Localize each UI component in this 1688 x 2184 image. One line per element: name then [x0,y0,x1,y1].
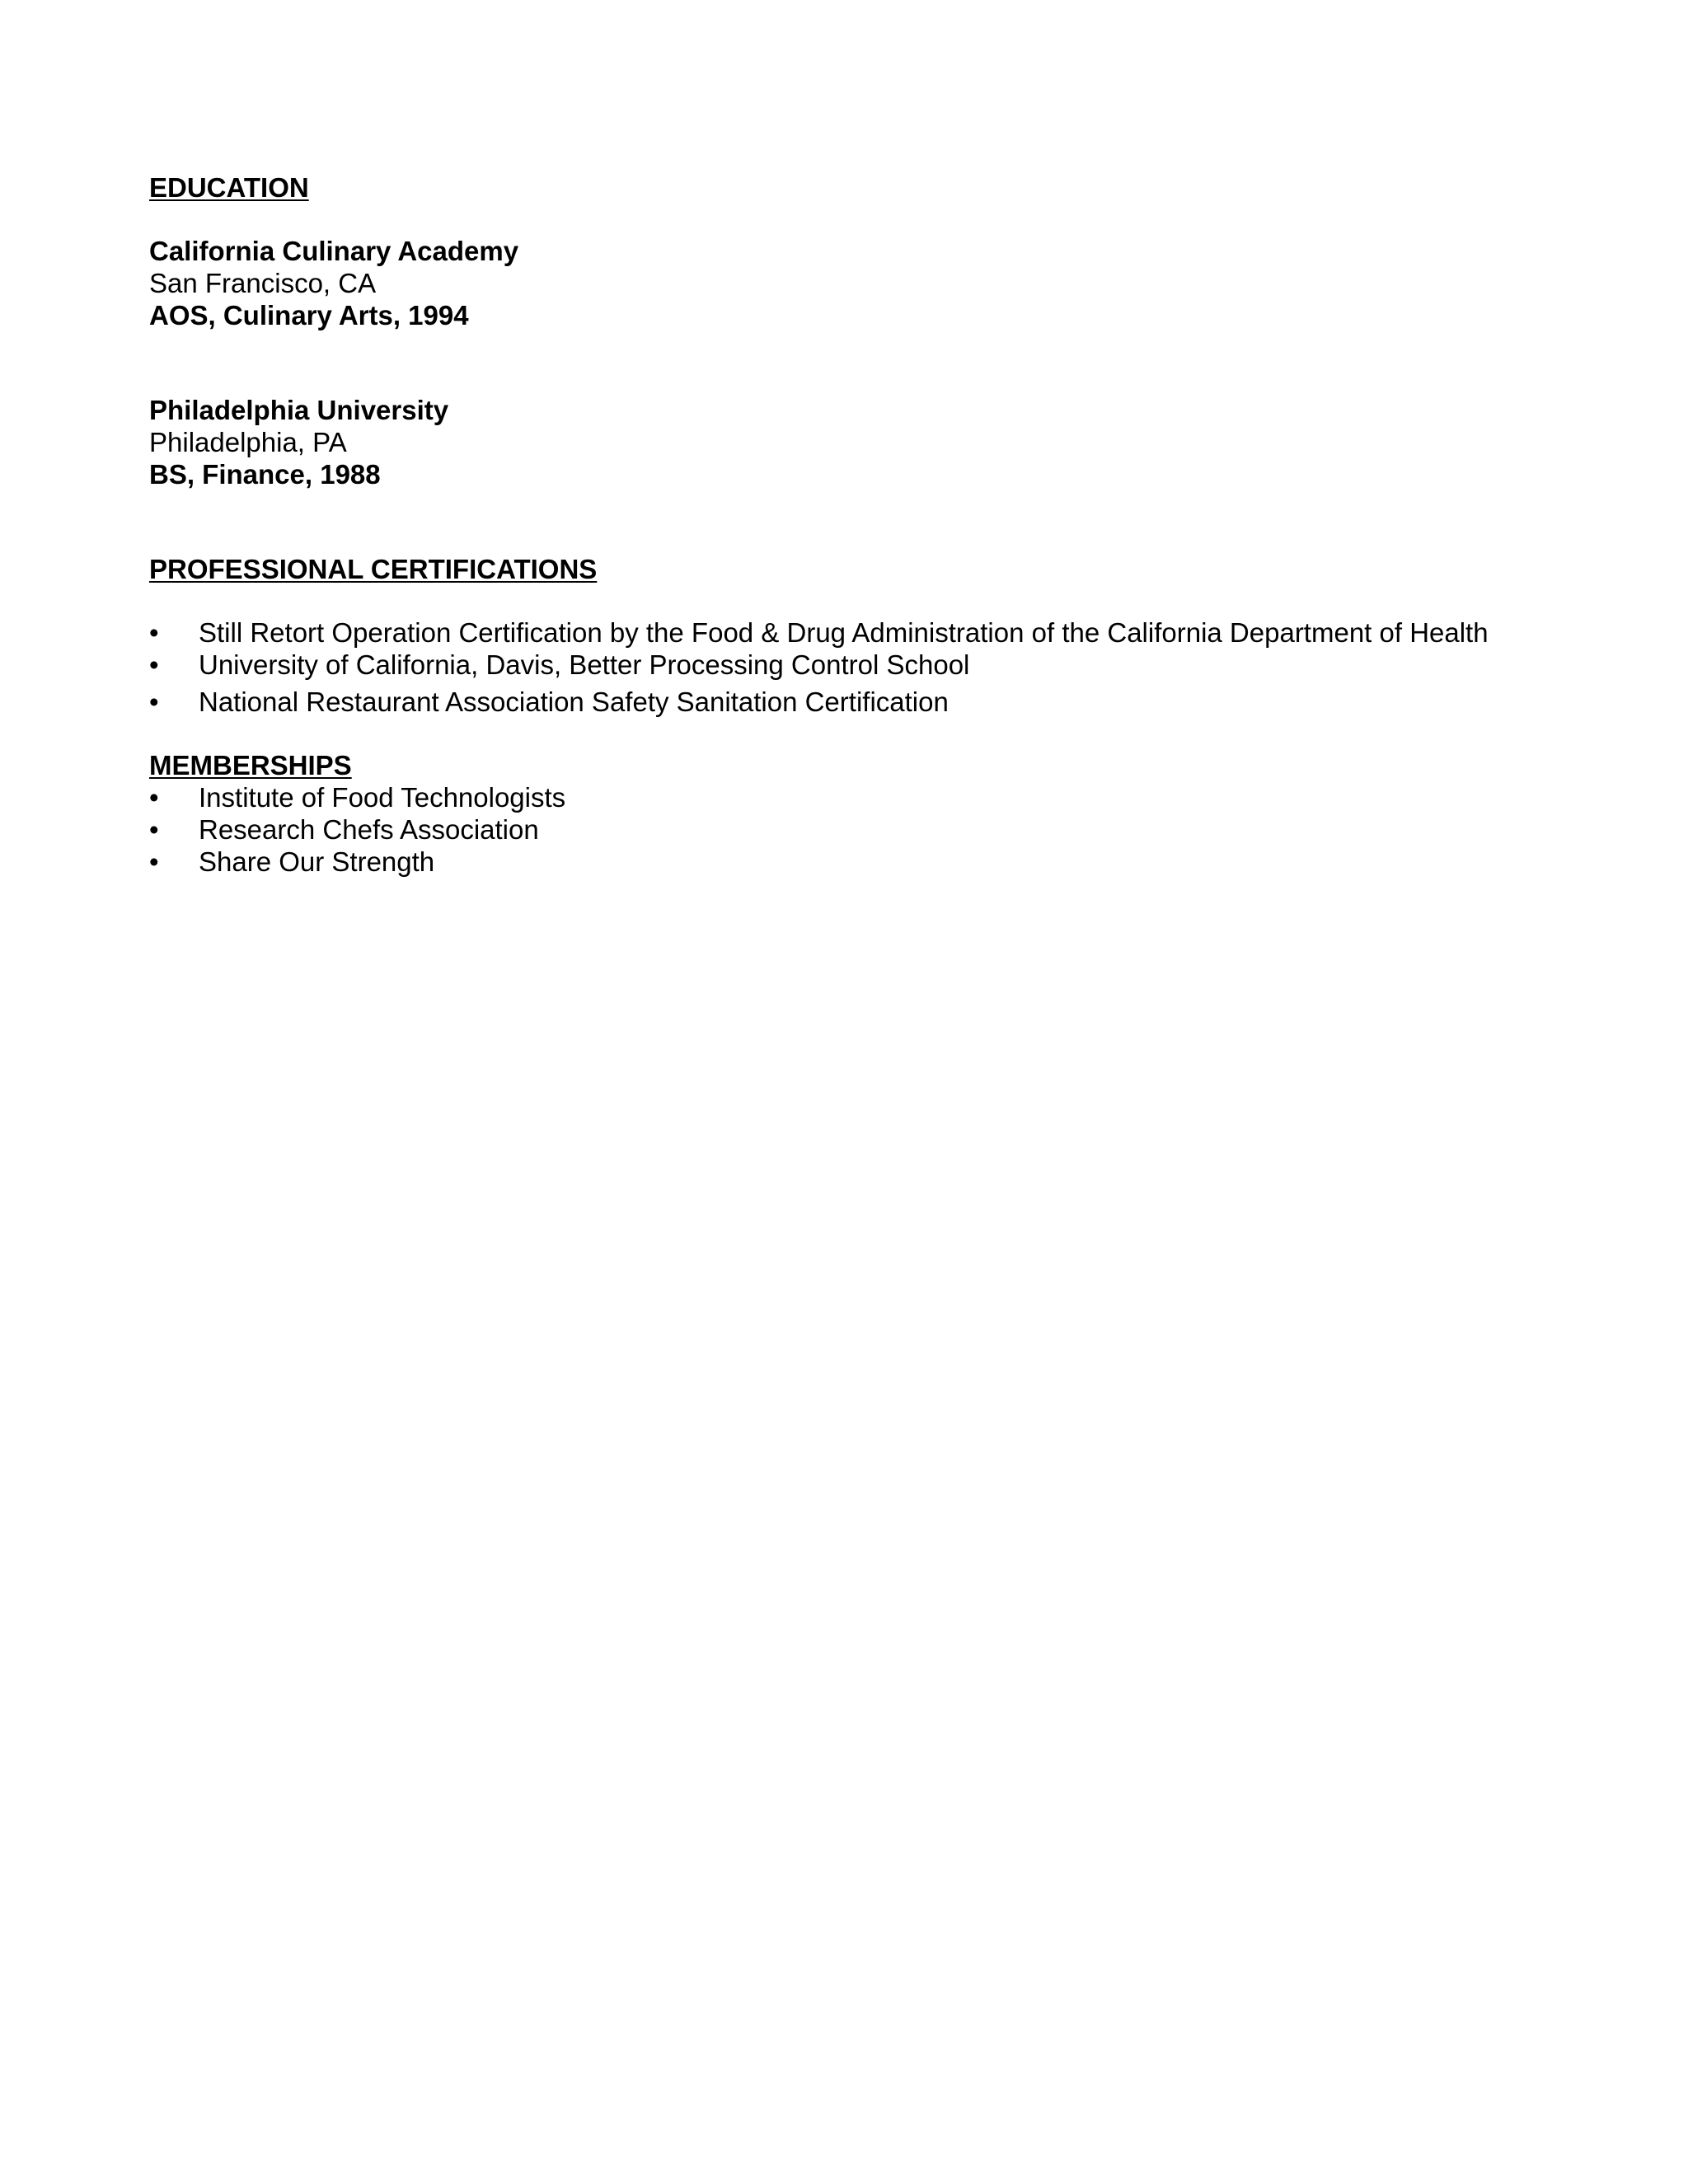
school-entry [149,235,1550,331]
bullet-icon: • [149,649,159,680]
membership-text: Share Our Strength [199,846,435,877]
list-item [149,846,1550,878]
certifications-section [149,553,1550,718]
memberships-heading: MEMBERSHIPS [149,750,352,780]
memberships-list [149,781,1550,878]
memberships-section [149,749,1550,878]
school-entry [149,394,1550,490]
school-name: Philadelphia University [149,395,449,425]
list-item [149,686,1550,718]
bullet-icon: • [149,814,159,845]
school-name: California Culinary Academy [149,236,519,266]
certification-text: University of California, Davis, Better Processing Control School [199,649,970,680]
bullet-icon: • [149,617,159,648]
membership-text: Institute of Food Technologists [199,782,566,813]
certifications-heading: PROFESSIONAL CERTIFICATIONS [149,554,598,584]
school-location: Philadelphia, PA [149,427,347,457]
resume-content [149,171,1550,878]
list-item [149,813,1550,846]
bullet-icon: • [149,687,159,717]
school-degree: BS, Finance, 1988 [149,459,381,490]
certifications-list [149,616,1550,718]
school-location: San Francisco, CA [149,268,377,298]
list-item [149,616,1550,649]
education-heading: EDUCATION [149,172,309,203]
list-item [149,649,1550,681]
education-section [149,171,1550,490]
certification-text: Still Retort Operation Certification by the Food & Drug Administration of the California Department of Health [199,617,1489,648]
list-item [149,781,1550,813]
school-degree: AOS, Culinary Arts, 1994 [149,300,469,330]
certification-text: National Restaurant Association Safety Sanitation Certification [199,687,949,717]
bullet-icon: • [149,846,159,877]
membership-text: Research Chefs Association [199,814,539,845]
bullet-icon: • [149,782,159,813]
